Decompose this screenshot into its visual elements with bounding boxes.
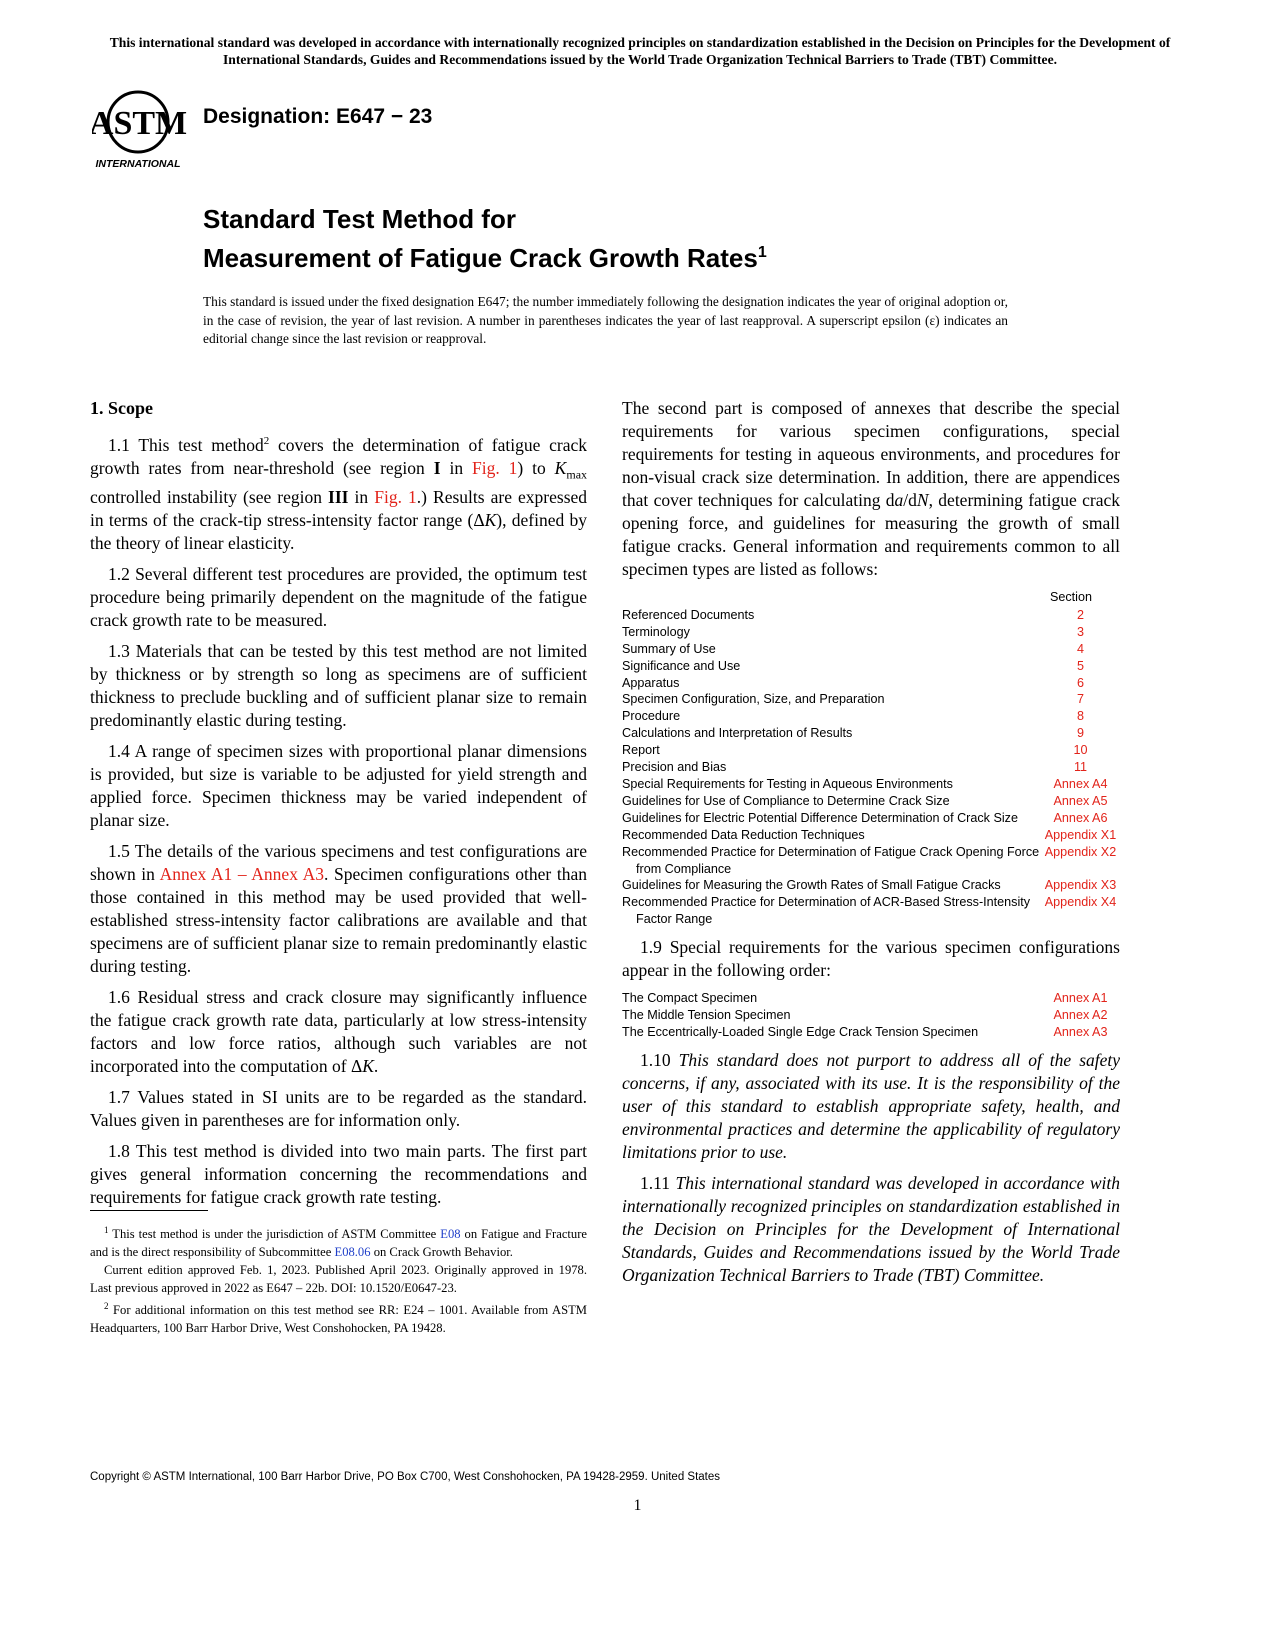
section-index-row-ref-link[interactable]: Appendix X3 [1044,878,1117,893]
annex-index-row-label: The Compact Specimen [622,991,758,1006]
logo-wordmark: ASTM [92,105,188,142]
title-footnote-mark: 1 [757,244,767,261]
section-index-row [622,810,1120,827]
astm-logo [92,88,192,172]
section-index-row-label: Apparatus [622,675,680,690]
footnote-2: $^2$ For additional information on this test method see RR: E24 – 1001. Available from ASTM Headquarters, 100 Barr Harbor Drive, West Conshohocken, PA 19428. [90,1301,587,1336]
section-index-row [622,624,1120,641]
section-index-row [622,708,1120,725]
paragraph-1-8-continued: The second part is composed of annexes that describe the special requirements for various specimen configurations, special requirements for testing in aqueous environments, and procedures for non-visual crack size determination. In addition, there are appendices that cover techniques for calculating da/dN, determining fatigue crack opening force, and guidelines for measuring the growth of small fatigue cracks. General information and requirements common to all specimen types are listed as follows: [622,398,1120,579]
section-index-row [622,877,1120,894]
section-index-row-ref-link[interactable]: Annex A6 [1053,810,1108,825]
section-index-row [622,742,1120,759]
section-index-row-label: Recommended Practice for Determination of Fatigue Crack Opening Force from Compliance [622,844,1040,876]
section-index-row [622,776,1120,793]
section-index-row-label: Report [622,743,660,758]
committee-e08-link[interactable]: E08 [440,1227,461,1242]
section-index-row-label: Guidelines for Measuring the Growth Rates of Small Fatigue Cracks [622,878,1001,893]
section-index-row-ref-link[interactable]: 11 [1073,760,1088,775]
section-index-row-ref-link[interactable]: Annex A4 [1053,776,1108,791]
paragraph-1-3: 1.3 Materials that can be tested by this test method are not limited by thickness or by strength so long as specimens are of sufficient thickness to preclude buckling and of sufficient planar size to remain predominantly elastic during testing. [90,641,587,731]
issuance-note: This standard is issued under the fixed designation E647; the number immediately following the designation indicates the year of original adoption or, in the case of revision, the year of last revision. A number in parentheses indicates the year of last reapproval. A superscript epsilon (ε) indicates an editorial change since the last revision or reapproval. [203,294,1008,346]
section-index-row [622,827,1120,844]
left-column [90,397,587,1217]
paragraph-1-2: 1.2 Several different test procedures are provided, the optimum test procedure being primarily dependent on the magnitude of the fatigue crack growth rate to be measured. [90,564,587,631]
annex-index [622,990,1120,1041]
section-index-row-label: Guidelines for Use of Compliance to Determine Crack Size [622,793,950,808]
section-index-row-ref-link[interactable]: Appendix X2 [1044,844,1117,859]
section-index-row-label: Terminology [622,624,690,639]
title-line-2: Measurement of Fatigue Crack Growth Rates$^1$ [203,243,767,273]
right-column [622,397,1120,1295]
annex-index-row-ref-link[interactable]: Annex A1 [1053,991,1108,1006]
section-index-row [622,894,1120,928]
section-index-row-ref-link[interactable]: 8 [1076,709,1084,724]
section-index-row [622,641,1120,658]
section-index-row [622,759,1120,776]
paragraph-1-9: 1.9 Special requirements for the various specimen configurations appear in the following order: [622,937,1120,981]
section-index-row-ref-link[interactable]: 10 [1073,743,1088,758]
page-title [203,203,767,275]
section-heading-scope: 1. Scope [90,398,153,418]
page-number: 1 [633,1497,642,1514]
section-index-row-ref-link[interactable]: 7 [1076,692,1084,707]
section-index-row-ref-link[interactable]: Appendix X4 [1044,895,1117,910]
footnotes [90,1221,587,1337]
section-index-row [622,844,1120,878]
paragraph-1-5: 1.5 The details of the various specimens and test configurations are shown in Annex A1 – Annex A3. Specimen configurations other than those contained in this method may be used provided that well-established stress-intensity factor calibrations are available and that specimens are of sufficient planar size to remain predominantly elastic during testing. [90,841,587,977]
paragraph-1-1: 1.1 This test method$^2$ covers the determination of fatigue crack growth rates from near-threshold (see region I in Fig. 1) to $K_{max}$ controlled instability (see region III in Fig. 1.) Results are expressed in terms of the crack-tip stress-intensity factor range (ΔK), defined by the theory of linear elasticity. [90,434,588,554]
annex-index-row [622,1024,1120,1041]
title-line-1: Standard Test Method for [203,204,516,234]
logo-subtitle: INTERNATIONAL [95,158,181,170]
designation: Designation: E647 − 23 [203,105,433,128]
section-index-row-ref-link[interactable]: 9 [1076,726,1084,741]
section-index-row-label: Referenced Documents [622,607,755,622]
section-index [622,589,1120,928]
section-index-row-label: Specimen Configuration, Size, and Preparation [622,692,885,707]
paragraph-1-10: 1.10 This standard does not purport to address all of the safety concerns, if any, associated with its use. It is the responsibility of the user of this standard to establish appropriate safety, health, and environmental practices and determine the applicability of regulatory limitations prior to use. [622,1049,1121,1162]
section-index-header: Section [1049,590,1092,604]
section-index-row [622,725,1120,742]
annex-index-row-label: The Eccentrically-Loaded Single Edge Crack Tension Specimen [622,1024,979,1039]
section-index-row-ref-link[interactable]: 6 [1076,675,1084,690]
section-index-row-ref-link[interactable]: Annex A5 [1053,793,1108,808]
section-index-row-label: Recommended Data Reduction Techniques [622,827,865,842]
section-index-row [622,675,1120,692]
paragraph-1-4: 1.4 A range of specimen sizes with proportional planar dimensions is provided, but size is variable to be adjusted for yield strength and applied force. Specimen thickness may be varied independent of planar size. [90,741,587,831]
section-index-row [622,607,1120,624]
section-index-row [622,658,1120,675]
section-index-row-label: Precision and Bias [622,760,727,775]
annex-index-row-ref-link[interactable]: Annex A3 [1053,1024,1108,1039]
paragraph-1-11: 1.11 This international standard was developed in accordance with internationally recognized principles on standardization established in the Decision on Principles for the Development of International Standards, Guides and Recommendations issued by the World Trade Organization Technical Barriers to Trade (TBT) Committee. [622,1172,1120,1285]
footnote-1-continued: Current edition approved Feb. 1, 2023. Published April 2023. Originally approved in 1978. Last previous approved in 2022 as E647 – 22b. DOI: 10.1520/E0647-23. [90,1263,587,1296]
section-index-row-label: Calculations and Interpretation of Results [622,726,853,741]
paragraph-1-6: 1.6 Residual stress and crack closure may significantly influence the fatigue crack growth rate data, particularly at low stress-intensity factors and low force ratios, although such variables are not incorporated into the computation of ΔK. [90,987,587,1077]
annex-a1-a3-link[interactable]: Annex A1 – Annex A3 [159,864,324,885]
paragraph-1-7: 1.7 Values stated in SI units are to be regarded as the standard. Values given in parentheses are for information only. [90,1087,587,1131]
section-index-row-label: Special Requirements for Testing in Aqueous Environments [622,776,953,791]
section-index-row-ref-link[interactable]: 3 [1076,624,1084,639]
annex-index-row [622,1007,1120,1024]
section-index-row-ref-link[interactable]: 4 [1076,641,1084,656]
section-index-row-label: Summary of Use [622,641,716,656]
copyright: Copyright © ASTM International, 100 Barr Harbor Drive, PO Box C700, West Conshohocken, PA 19428-2959. United States [90,1471,721,1483]
paragraph-1-8: 1.8 This test method is divided into two main parts. The first part gives general information concerning the recommendations and requirements for fatigue crack growth rate testing. [90,1141,587,1208]
astm-logo-icon [92,88,192,172]
section-index-row-ref-link[interactable]: 2 [1076,607,1084,622]
section-index-row-ref-link[interactable]: 5 [1076,658,1084,673]
annex-index-row [622,990,1120,1007]
section-index-row [622,691,1120,708]
section-index-row [622,793,1120,810]
section-index-row-label: Recommended Practice for Determination of ACR-Based Stress-Intensity Factor Range [622,895,1031,927]
annex-index-row-label: The Middle Tension Specimen [622,1008,791,1023]
section-index-row-label: Guidelines for Electric Potential Difference Determination of Crack Size [622,810,1018,825]
footnote-1: $^1$ This test method is under the jurisdiction of ASTM Committee E08 on Fatigue and Fracture and is the direct responsibility of Subcommittee E08.06 on Crack Growth Behavior. [90,1225,587,1260]
section-index-row-ref-link[interactable]: Appendix X1 [1044,827,1117,842]
fig-1-link[interactable]: Fig. 1 [472,457,518,478]
section-index-row-label: Significance and Use [622,658,741,673]
subcommittee-e08-06-link[interactable]: E08.06 [334,1245,371,1260]
footnote-rule [90,1210,208,1211]
fig-1-link[interactable]: Fig. 1 [374,487,417,508]
annex-index-row-ref-link[interactable]: Annex A2 [1053,1008,1108,1023]
section-index-row-label: Procedure [622,709,681,724]
header-notice: This international standard was developed in accordance with internationally recognized principles on standardization established in the Decision on Principles for the Development of International Standards, Guides and Recommendations issued by the World Trade Organization Technical Barriers to Trade (TBT) Committee. [109,35,1171,67]
